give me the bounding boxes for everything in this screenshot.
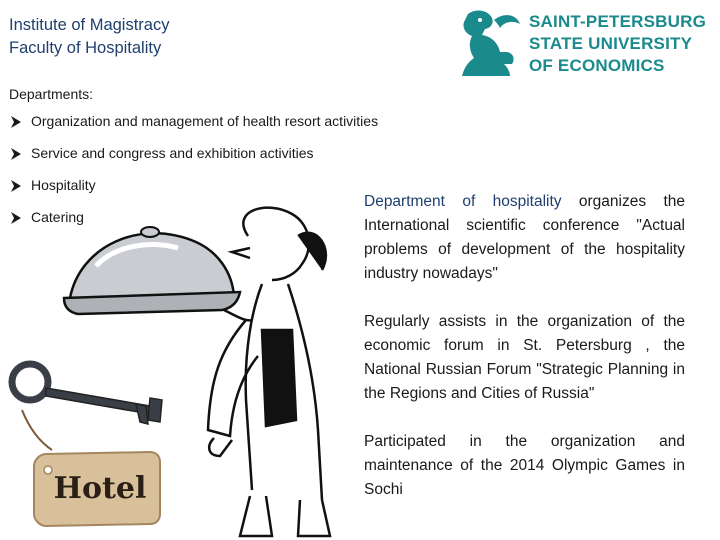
logo-line-2: STATE UNIVERSITY — [529, 34, 693, 53]
logo-line-3: OF ECONOMICS — [529, 56, 665, 75]
key-icon — [12, 364, 162, 424]
department-description — [364, 190, 685, 502]
department-highlight: Department of hospitality — [364, 193, 562, 210]
department-label: Organization and management of health resort activities — [31, 113, 379, 129]
university-logo — [454, 8, 712, 80]
arrow-bullet-icon — [9, 177, 31, 193]
cloche-icon — [64, 227, 252, 320]
department-label: Service and congress and exhibition activities — [31, 145, 314, 161]
conference-paragraph — [364, 190, 685, 286]
olympics-paragraph: Participated in the organization and maintenance of the 2014 Olympic Games in Sochi — [364, 433, 685, 498]
logo-line-1: SAINT-PETERSBURG — [529, 12, 706, 31]
hotel-tag-text: Hotel — [53, 471, 147, 506]
list-item — [9, 113, 378, 145]
list-item — [9, 145, 378, 177]
conference-text: organizes the International scientific conference "Actual problems of development of the hospitality industry nowadays" — [364, 193, 685, 282]
department-label: Catering — [31, 209, 84, 225]
forum-paragraph: Regularly assists in the organization of the economic forum in St. Petersburg , the National Russian Forum "Strategic Planning in the Regions and Cities of Russia" — [364, 313, 685, 402]
hotel-tag-icon — [22, 410, 160, 526]
departments-heading: Departments: — [9, 86, 94, 102]
university-name — [529, 11, 706, 77]
arrow-bullet-icon — [9, 113, 31, 129]
institute-name: Institute of Magistracy — [9, 16, 170, 34]
hotel-illustration — [0, 200, 360, 540]
department-label: Hospitality — [31, 177, 96, 193]
arrow-bullet-icon — [9, 145, 31, 161]
griffin-icon — [454, 8, 524, 80]
waiter-icon — [208, 208, 330, 536]
header-title — [9, 14, 169, 60]
faculty-name: Faculty of Hospitality — [9, 39, 162, 57]
